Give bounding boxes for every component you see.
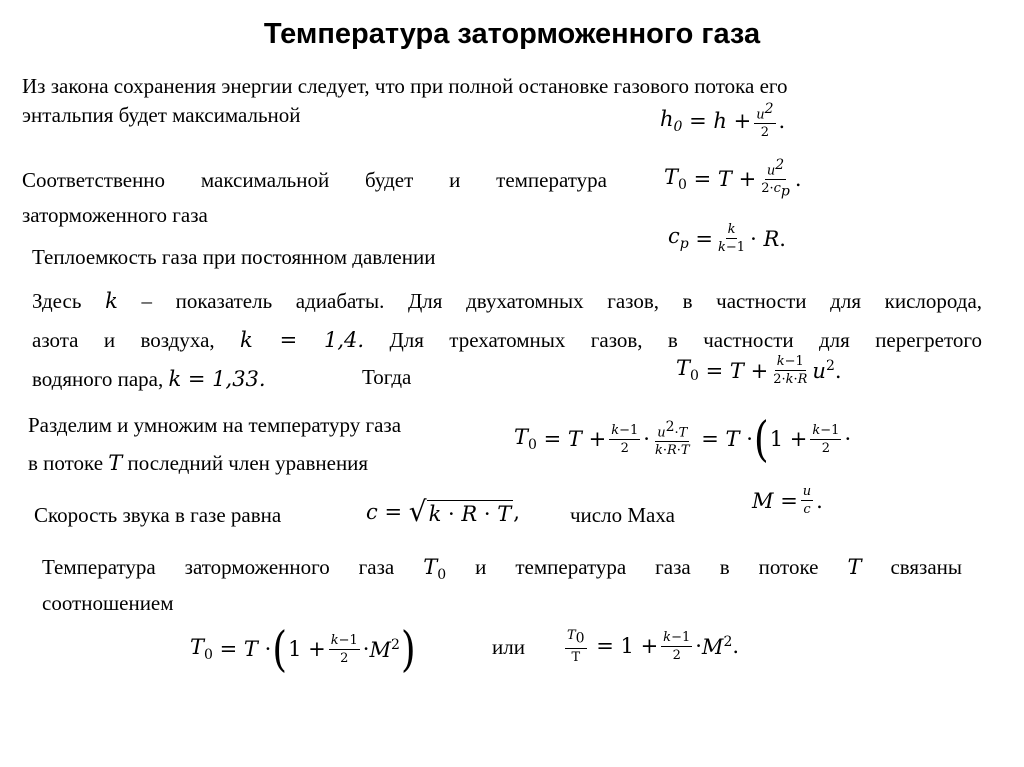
equation-stagnation-temperature-k: $T_0$ = T + $\frac{k-1}{2\cdot k\cdot R}$ $u^2$ . <box>676 354 842 387</box>
equation-heat-capacity: $c_p$ = $\frac{k}{k-1}$ · R . <box>668 222 786 255</box>
slide-title: Температура заторможенного газа <box>263 18 761 50</box>
equation-stagnation-temperature: $T_0$ = T + $\frac{u^2}{2\cdot c_p}$ . <box>664 157 802 200</box>
equation-temperature-ratio: $\frac{T_0}{T}$ = 1 + $\frac{k-1}{2}$ · $M^2$ . <box>567 628 740 665</box>
text-energy-conservation-line2: энтальпия будет максимальной <box>22 103 301 127</box>
text-max-temperature-line1: Соответственно максимальной будет и температура <box>22 168 607 192</box>
equation-stagnation-enthalpy: $h_0$ = h + $\frac{u^2}{2}$ . <box>660 101 786 141</box>
equation-stagnation-temperature-expanded: $T_0$ = T + $\frac{k-1}{2}$ · $\frac{u^2\cdot T}{k\cdot R\cdot T}$ = T · ( 1 + $\frac{k-1}{2}$ · <box>514 411 852 467</box>
text-relation-line2: соотношением <box>42 591 174 615</box>
text-or: или <box>492 635 525 659</box>
text-mach-number: число Маха <box>570 503 675 527</box>
text-heat-capacity: Теплоемкость газа при постоянном давлении <box>32 245 436 269</box>
text-adiabatic-index-line1: Здесь k – показатель адиабаты. Для двухатомных газов, в частности для кислорода, <box>32 289 983 313</box>
text-then: Тогда <box>362 365 412 389</box>
text-max-temperature-line2: заторможенного газа <box>22 203 208 227</box>
equation-stagnation-temperature-mach: $T_0$ = T · ( 1 + $\frac{k-1}{2}$ · $M^2$ ) <box>190 621 416 677</box>
text-adiabatic-index-line2: азота и воздуха, k = 1,4. Для трехатомных газов, в частности для перегретого <box>32 328 982 352</box>
text-adiabatic-index-line3: водяного пара, k = 1,33. <box>32 367 266 391</box>
text-divide-multiply-line2: в потоке T последний член уравнения <box>28 451 369 475</box>
text-energy-conservation-line1: Из закона сохранения энергии следует, что при полной остановке газового потока его <box>22 74 788 98</box>
equation-speed-of-sound: c = √ k · R · T , <box>366 495 520 528</box>
equation-mach-number: M = $\frac{u}{c}$ . <box>752 484 823 517</box>
text-speed-of-sound: Скорость звука в газе равна <box>34 503 282 527</box>
text-divide-multiply-line1: Разделим и умножим на температуру газа <box>28 413 402 437</box>
text-relation-line1: Температура заторможенного газа $T_0$ и температура газа в потоке T связаны <box>42 555 963 584</box>
